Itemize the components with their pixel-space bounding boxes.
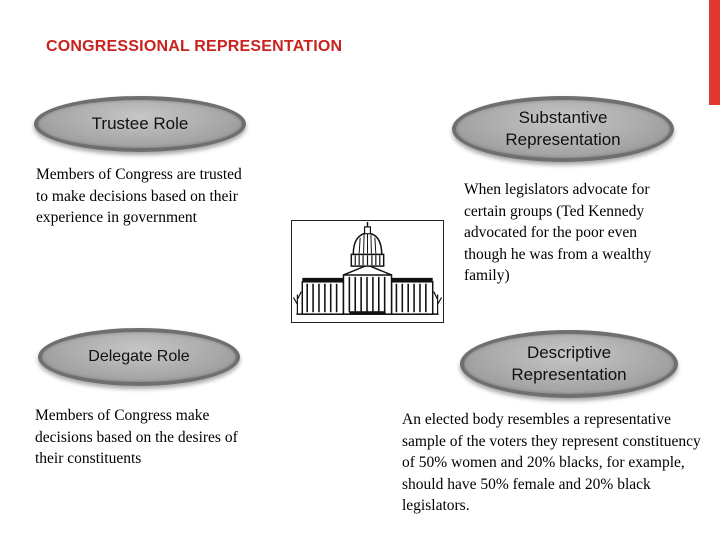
substantive-representation-label: Substantive Representation <box>505 108 621 149</box>
descriptive-representation-label: Descriptive Representation <box>511 343 627 384</box>
descriptive-representation-description: An elected body resembles a representative sample of the voters they represent constituency of 50% women and 20% blacks, for example, should have 50% female and 20% black legislators. <box>402 411 701 514</box>
capitol-building-image <box>291 220 444 323</box>
substantive-representation-description: When legislators advocate for certain groups (Ted Kennedy advocated for the poor even though he was from a wealthy family) <box>464 181 652 284</box>
trustee-role-label: Trustee Role <box>91 114 189 133</box>
delegate-role-label: Delegate Role <box>88 348 190 365</box>
descriptive-representation-oval <box>460 330 678 398</box>
slide-title: CONGRESSIONAL REPRESENTATION <box>46 38 343 55</box>
trustee-role-description: Members of Congress are trusted to make decisions based on their experience in government <box>36 166 242 226</box>
accent-bar <box>709 0 720 105</box>
delegate-role-oval <box>38 328 240 386</box>
delegate-role-description: Members of Congress make decisions based on the desires of their constituents <box>35 407 238 467</box>
substantive-representation-oval <box>452 96 674 162</box>
capitol-building-icon <box>292 221 443 322</box>
trustee-role-oval <box>34 96 246 152</box>
